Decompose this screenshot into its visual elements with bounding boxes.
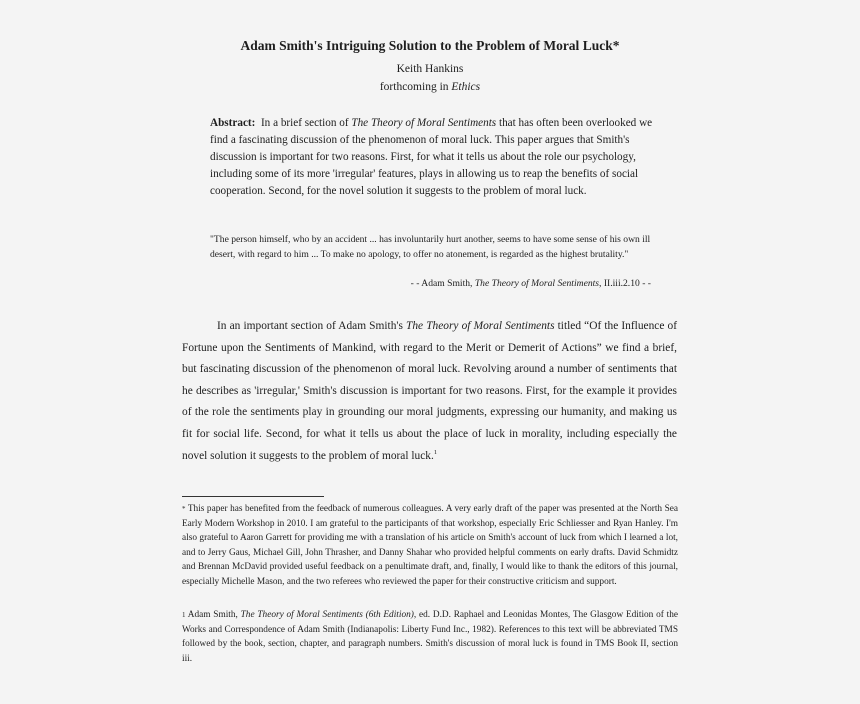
abstract-text-2: that has often been overlooked we find a fascinating discussion of the phenomenon of moral luck. This paper argues that Smith's discussion is important for two reasons. First, for what it tells us about the role our psychology, including some of its more 'irregular' features, plays in allowing us to reap the benefits of social cooperation. Second, for the novel solution it suggests to the problem of moral luck. xyxy=(210,117,653,198)
epigraph-attr-prefix: - - Adam Smith, xyxy=(410,278,473,289)
footnote-1-book: The Theory of Moral Sentiments (6th Edition) xyxy=(240,610,414,620)
abstract-book-title: The Theory of Moral Sentiments xyxy=(351,117,497,129)
footnote-acknowledgements xyxy=(182,502,678,589)
abstract xyxy=(210,115,654,200)
abstract-label: Abstract: xyxy=(210,117,256,129)
footnote-reference[interactable]: 1 xyxy=(433,448,438,456)
footnote-1-prefix: Adam Smith, xyxy=(187,610,238,620)
footnote-star-mark: * xyxy=(182,505,186,513)
footnote-star-text: This paper has benefited from the feedback of numerous colleagues. A very early draft of the paper was presented at the North Sea Early Modern Workshop in 2010. I am grateful to the participants of that workshop, especially Eric Schliesser and Ryan Hanley. I'm also grateful to Aaron Garrett for providing me with a translation of his article on Smith's account of luck from which I learned a lot, and to Jerry Gaus, Michael Gill, John Thrasher, and Danny Shahar who provided helpful comments on early drafts. David Schmidtz and Brennan McDavid provided useful feedback on a penultimate draft, and, finally, I would like to thank the editors of this journal, especially Michelle Mason, and the two referees who reviewed the paper for their constructive criticism and support. xyxy=(182,504,679,587)
footnote-1-text: , ed. D.D. Raphael and Leonidas Montes, The Glasgow Edition of the Works and Correspondence of Adam Smith (Indianapolis: Liberty Fund Inc., 1982). References to this text will be abbreviated TMS followed by the book, section, chapter, and paragraph numbers. Smith's discussion of moral luck is found in TMS Book II, section iii. xyxy=(182,610,679,664)
footnote-1 xyxy=(182,608,678,666)
body-text-2: titled “Of the Influence of Fortune upon the Sentiments of Mankind, with regard to the Merit or Demerit of Actions” we find a brief, but fascinating discussion of the phenomenon of moral luck. Revolving around a number of sentiments that he describes as 'irregular,' Smith's discussion is important for two reasons. First, for the example it provides of the role the sentiments play in grounding our moral judgments, expressing our humanity, and making us fit for social life. Second, for what it tells us about the place of luck in morality, including especially the novel solution it suggests to the problem of moral luck. xyxy=(182,320,677,462)
epigraph-attr-book: The Theory of Moral Sentiments xyxy=(474,278,600,289)
epigraph-attr-suffix: , II.iii.2.10 - - xyxy=(599,278,651,289)
venue-journal: Ethics xyxy=(451,81,481,93)
paper-title: Adam Smith's Intriguing Solution to the Problem of Moral Luck* xyxy=(240,38,620,53)
author-name: Keith Hankins xyxy=(396,63,464,75)
epigraph-quote: "The person himself, who by an accident ... has involuntarily hurt another, seems to have some sense of his own ill desert, with regard to him ... To make no apology, to offer no atonement, is regarded as the highest brutality." xyxy=(210,234,651,260)
publication-venue xyxy=(0,81,860,93)
abstract-text-1: In a brief section of xyxy=(260,117,349,129)
epigraph-attribution xyxy=(210,278,651,289)
footnote-1-mark: 1 xyxy=(182,611,186,619)
footnote-divider xyxy=(182,496,324,497)
body-paragraph xyxy=(182,316,677,467)
body-text-1: In an important section of Adam Smith's xyxy=(217,320,403,332)
venue-prefix: forthcoming in xyxy=(379,81,452,93)
body-book-title: The Theory of Moral Sentiments xyxy=(406,320,555,332)
